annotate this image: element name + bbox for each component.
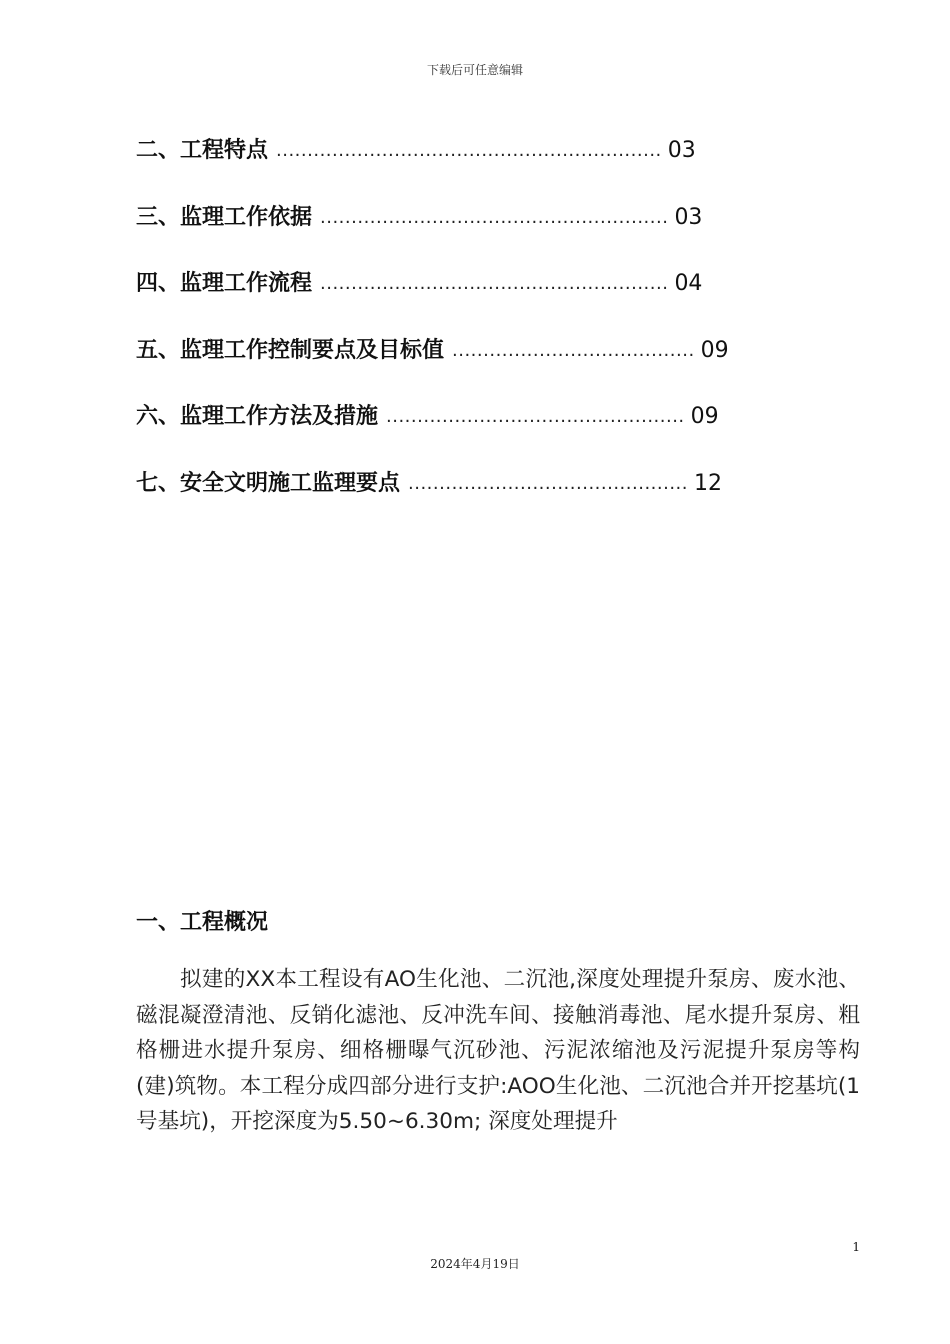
toc-entry-title: 四、监理工作流程: [136, 271, 313, 296]
toc-leader-dots: .............................................: [408, 472, 688, 494]
toc-entry-title: 六、监理工作方法及措施: [136, 404, 379, 429]
footer-date: 2024年4月19日: [430, 1257, 520, 1271]
toc-leader-dots: .......................................: [452, 339, 695, 361]
toc-entry[interactable]: [136, 402, 836, 469]
body-paragraph: 拟建的XX本工程设有AO生化池、二沉池,深度处理提升泵房、废水池、磁混凝澄清池、反销化滤池、反冲洗车间、接触消毒池、尾水提升泵房、粗格栅进水提升泵房、细格栅曝气沉砂池、污泥浓缩池及污泥提升泵房等构(建)筑物。本工程分成四部分进行支护:AOO生化池、二沉池合并开挖基坑(1号基坑)，开挖深度为5.50~6.30m; 深度处理提升: [136, 967, 860, 1135]
toc-leader-dots: ........................................................: [320, 273, 669, 294]
toc-entry-page: 09: [690, 404, 719, 429]
toc-entry-title: 七、安全文明施工监理要点: [136, 470, 401, 496]
toc-entry-title: 二、工程特点: [136, 138, 269, 163]
toc-entry[interactable]: [136, 269, 836, 336]
toc-leader-dots: ................................................: [386, 406, 685, 427]
toc-entry-page: 03: [667, 138, 696, 163]
toc-leader-dots: ........................................................: [320, 206, 669, 228]
toc-entry[interactable]: [136, 203, 836, 270]
toc-entry[interactable]: [136, 136, 836, 203]
toc-entry-title: 三、监理工作依据: [136, 204, 313, 230]
toc-entry[interactable]: [136, 336, 836, 403]
header-note: 下载后可任意编辑: [426, 63, 523, 77]
table-of-contents: [136, 136, 836, 535]
section-heading: 一、工程概况: [136, 910, 269, 935]
toc-entry-title: 五、监理工作控制要点及目标值: [136, 337, 445, 363]
toc-entry-page: 09: [700, 337, 729, 363]
toc-entry-page: 04: [674, 271, 703, 296]
toc-entry-page: 03: [674, 204, 703, 230]
page-number: 1: [852, 1240, 860, 1254]
toc-entry[interactable]: [136, 469, 836, 536]
toc-leader-dots: ..............................................................: [276, 140, 662, 161]
toc-entry-page: 12: [694, 470, 722, 496]
